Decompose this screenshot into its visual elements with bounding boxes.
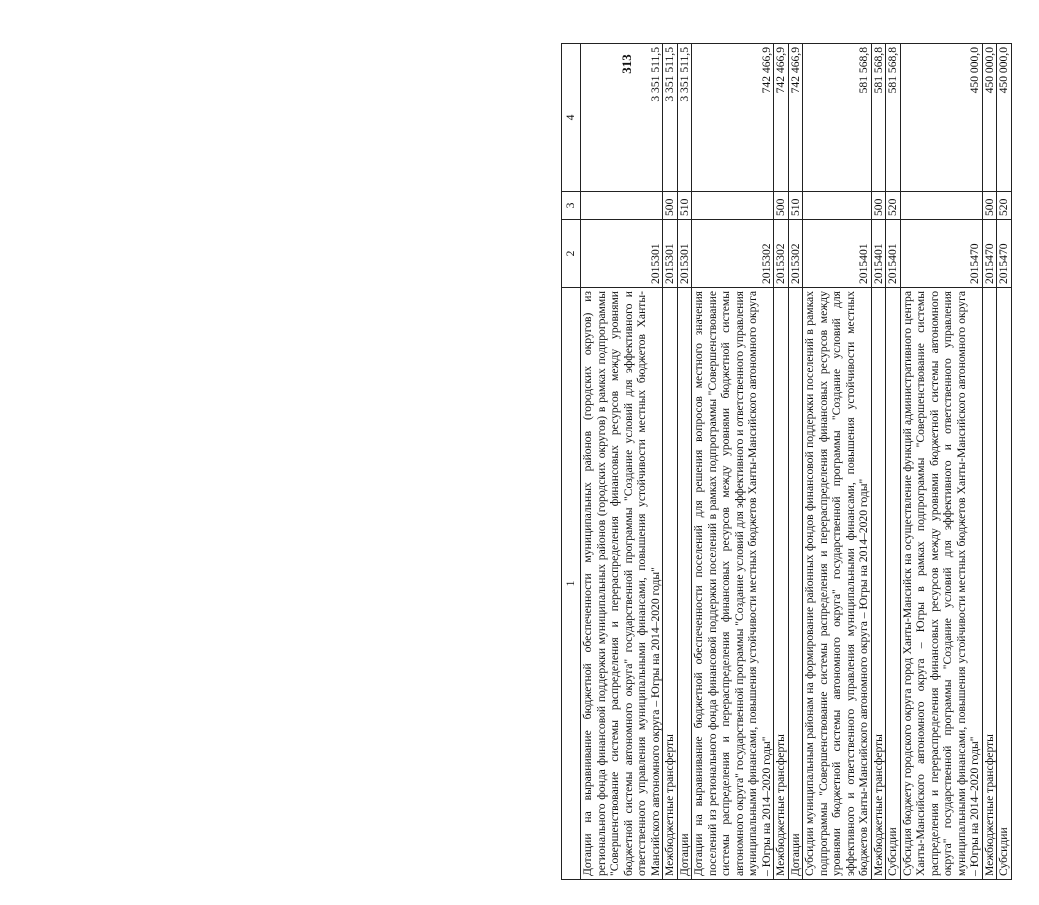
row-name: Субсидии муниципальным районам на формирование районных фондов финансовой поддержки поселений в рамках подпрограммы "Совершенствование системы распределения и перераспределения финансовых ресурсов между уровнями бюджетной системы автономного округа" государственной программы "Создание условий для эффективного и ответственного управления муниципальными финансами, повышения устойчивости местных бюджетов Ханты-Мансийского автономного округа – Югры на 2014–2020 годы"	[803, 288, 872, 880]
row-sum: 581 568,8	[886, 44, 901, 192]
header-cell: 1	[562, 288, 581, 880]
table-row	[900, 44, 982, 880]
row-name: Дотации на выравнивание бюджетной обеспеченности муниципальных районов (городских округов) из регионального фонда финансовой поддержки муниципальных районов (городских округов) в рамках подпрограммы "Совершенствование системы распределения и перераспределения финансовых ресурсов между уровнями бюджетной системы автономного округа" государственной программы "Создание условий для эффективного и ответственного управления муниципальными финансами, повышения устойчивости местных бюджетов Ханты-Мансийского автономного округа – Югры на 2014–2020 годы"	[581, 288, 663, 880]
row-name: Межбюджетные трансферты	[774, 288, 789, 880]
row-name: Межбюджетные трансферты	[871, 288, 886, 880]
row-code: 2015470	[900, 220, 982, 288]
row-vr: 510	[788, 192, 803, 220]
table-row	[871, 44, 886, 880]
row-code: 2015301	[581, 220, 663, 288]
budget-table	[561, 43, 1012, 880]
table-row	[677, 44, 692, 880]
row-vr	[900, 192, 982, 220]
table-row	[788, 44, 803, 880]
row-code: 2015301	[677, 220, 692, 288]
row-name: Субсидии	[997, 288, 1012, 880]
table-row	[774, 44, 789, 880]
row-vr: 520	[997, 192, 1012, 220]
table-row	[581, 44, 663, 880]
row-code: 2015302	[788, 220, 803, 288]
row-sum: 742 466,9	[788, 44, 803, 192]
row-sum: 450 000,0	[997, 44, 1012, 192]
row-vr	[692, 192, 774, 220]
row-sum: 3 351 511,5	[677, 44, 692, 192]
row-name: Субсидии	[886, 288, 901, 880]
row-code: 2015470	[997, 220, 1012, 288]
row-vr: 500	[774, 192, 789, 220]
row-vr: 500	[871, 192, 886, 220]
header-cell: 4	[562, 44, 581, 192]
row-sum: 742 466,9	[774, 44, 789, 192]
row-sum: 450 000,0	[982, 44, 997, 192]
row-sum: 581 568,8	[871, 44, 886, 192]
table-row	[997, 44, 1012, 880]
table-row	[663, 44, 678, 880]
row-sum: 742 466,9	[692, 44, 774, 192]
header-cell: 3	[562, 192, 581, 220]
table-header-row	[562, 44, 581, 880]
row-code: 2015302	[774, 220, 789, 288]
page-number: 313	[618, 54, 634, 74]
row-code: 2015401	[871, 220, 886, 288]
row-sum: 450 000,0	[900, 44, 982, 192]
table-row	[982, 44, 997, 880]
row-name: Дотации на выравнивание бюджетной обеспеченности поселений для решения вопросов местного значения поселений из регионального фонда финансовой поддержки поселений в рамках подпрограммы "Совершенствование системы распределения и перераспределения финансовых ресурсов между уровнями бюджетной системы автономного округа" государственной программы "Создание условий для эффективного и ответственного управления муниципальными финансами, повышения устойчивости местных бюджетов Ханты-Мансийского автономного округа – Югры на 2014–2020 годы"	[692, 288, 774, 880]
row-sum: 3 351 511,5	[581, 44, 663, 192]
table-row	[803, 44, 872, 880]
row-code: 2015401	[803, 220, 872, 288]
row-vr: 500	[663, 192, 678, 220]
table-row	[886, 44, 901, 880]
row-vr: 500	[982, 192, 997, 220]
row-sum: 581 568,8	[803, 44, 872, 192]
row-vr: 510	[677, 192, 692, 220]
row-name: Субсидия бюджету городского округа город Ханты-Мансийск на осуществление функций административного центра Ханты-Мансийского автономного округа – Югры в рамках подпрограммы "Совершенствование системы распределения и перераспределения финансовых ресурсов между уровнями бюджетной системы автономного округа" государственной программы "Создание условий для эффективного и ответственного управления муниципальными финансами, повышения устойчивости местных бюджетов Ханты-Мансийского автономного округа – Югры на 2014–2020 годы"	[900, 288, 982, 880]
row-name: Дотации	[788, 288, 803, 880]
row-name: Межбюджетные трансферты	[982, 288, 997, 880]
header-cell: 2	[562, 220, 581, 288]
row-vr: 520	[886, 192, 901, 220]
table-row	[692, 44, 774, 880]
row-vr	[581, 192, 663, 220]
row-code: 2015470	[982, 220, 997, 288]
row-sum: 3 351 511,5	[663, 44, 678, 192]
rotated-page	[561, 44, 1039, 880]
row-code: 2015401	[886, 220, 901, 288]
row-vr	[803, 192, 872, 220]
row-name: Дотации	[677, 288, 692, 880]
row-code: 2015301	[663, 220, 678, 288]
row-name: Межбюджетные трансферты	[663, 288, 678, 880]
row-code: 2015302	[692, 220, 774, 288]
